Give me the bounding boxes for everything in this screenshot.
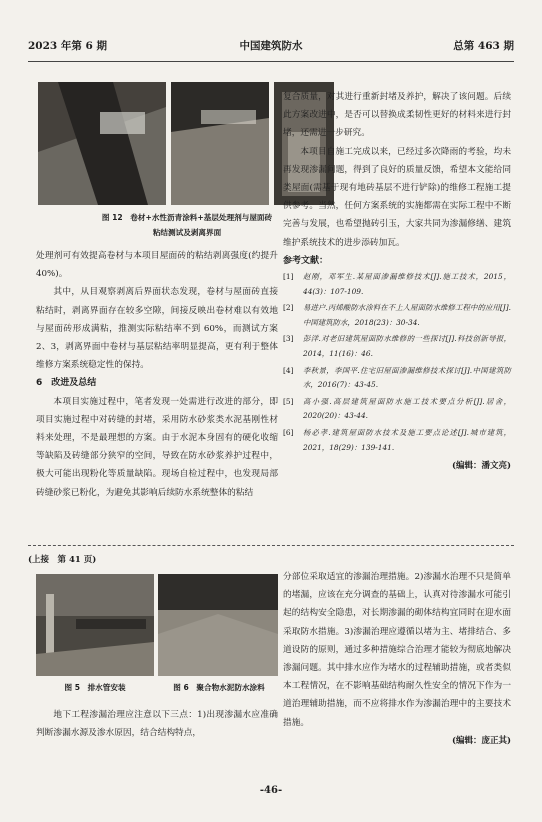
left-paragraph-2: 其中，从目观察剥离后界面状态发现，卷材与屋面砖直接粘结时，剥离界面存在较多空隙，间接反映出卷材难以有效地与屋面砖形成满粘，推测实际粘结率不到 60%，而测试方案 2、3，剥离界面中卷材与基层粘结率明显提高，更有利于整体维修方案系统稳定性的保持。 — [36, 287, 278, 371]
right-paragraph-2: 本项目自施工完成以来，已经过多次降雨的考验，均未再发现渗漏问题，得到了良好的质量反馈，希望本文能给同类屋面(需基于现有地砖基层不进行铲除)的维修工程施工提供参考。当然，任何方案系统的实施都需在实际工程中不断完善与发展，也希望抛砖引玉，大家共同为渗漏修缮、建筑维护系统技术的进步添砖加瓦。 — [283, 146, 511, 248]
fig12-caption-line1: 图 12 卷材+水性沥青涂料+基层处理剂与屋面砖 — [101, 213, 273, 222]
editor-credit-top: (编辑：潘文亮) — [451, 461, 511, 472]
reference-item — [283, 395, 511, 424]
article-divider — [28, 545, 514, 546]
reference-text: 李秋景，李国平.住宅旧屋面渗漏维修技术探讨[J].中国建筑防水，2016(7)：43-45. — [303, 365, 511, 390]
reference-text: 高小强.高层建筑屋面防水施工技术要点分析[J].居舍，2020(20)：43-44. — [303, 396, 511, 421]
editor-credit-bottom: (编辑：庞正其) — [451, 735, 511, 746]
reference-item — [283, 270, 511, 299]
reference-number: [1] — [283, 272, 294, 282]
bottom-right-column — [283, 568, 511, 750]
fig12-caption-line2: 粘结测试及剥离界面 — [152, 228, 222, 237]
reference-item — [283, 301, 511, 330]
issue-label: 2023 年第 6 期 — [28, 40, 107, 52]
reference-text: 赵刚，邓军生.某屋面渗漏维修技术[J].施工技术，2015，44(3)：107-109. — [303, 272, 511, 296]
fig12-photo-left — [38, 82, 166, 205]
reference-text: 易进户.丙烯酸防水涂料在不上人屋面防水维修工程中的应用[J].中国建筑防水，2018(23)：30-34. — [303, 303, 511, 327]
reference-item — [283, 426, 511, 455]
references-title: 参考文献： — [283, 255, 329, 266]
running-header — [28, 38, 514, 58]
continued-from-label: (上接 第 41 页) — [28, 555, 97, 565]
reference-number: [4] — [283, 365, 294, 375]
section-heading: 6 改进及总结 — [36, 378, 97, 389]
left-paragraph-3: 本项目实施过程中，笔者发现一处需进行改进的部分，即项目实施过程中对砖缝的封堵，采用防水砂浆类水泥基刚性材料来处理，不是最理想的方案。由于水泥本身固有的硬化收缩等缺陷及砖缝部分狭窄的空间，导致在防水砂浆养护过程中，极大可能出现粉化等质量缺陷。现场自检过程中，也发现局部砖缝砂浆已粉化，为避免其影响后续防水系统整体的粘结 — [36, 396, 278, 498]
reference-number: [3] — [283, 334, 294, 344]
reference-number: [2] — [283, 303, 294, 313]
reference-item — [283, 332, 511, 361]
bottom-left-column — [36, 706, 278, 742]
left-paragraph-1: 处理剂可有效提高卷材与本项目屋面砖的粘结剥离强度(约提升 40%)。 — [36, 251, 278, 280]
total-issue-label: 总第 463 期 — [453, 40, 514, 52]
fig5-caption: 图 5 排水管安装 — [64, 683, 126, 692]
fig6-caption: 图 6 聚合物水泥防水涂料 — [173, 683, 265, 692]
left-column — [36, 247, 278, 502]
fig12-photo-middle — [171, 82, 269, 205]
header-rule — [28, 61, 514, 62]
fig6-photo — [158, 574, 278, 676]
reference-item — [283, 364, 511, 393]
page-number: -46- — [259, 785, 283, 796]
bottom-left-paragraph: 地下工程渗漏治理应注意以下三点：1)出现渗漏水应准确判断渗漏水源及渗水原因，结合结构特点， — [36, 710, 278, 739]
bottom-right-paragraph: 分部位采取适宜的渗漏治理措施。2)渗漏水治理不只是简单的堵漏，应该在充分调查的基础上，认真对待渗漏水可能引起的结构安全隐患，对长期渗漏的砌体结构宜同时在迎水面采取防水措施。3)渗漏治理应遵循以堵为主、堵排结合、多道设防的原则，通过多种措施综合治理才能较为彻底地解决渗漏问题。其中排水应作为堵水的过程辅助措施，或者类似本工程情况，在不影响基础结构耐久性安全的情况下作为一道治理辅助措施，而不应将排水作为渗漏治理中的主要技术措施。 — [283, 572, 511, 728]
reference-number: [5] — [283, 396, 294, 406]
right-paragraph-1: 复合质量，对其进行重新封堵及养护，解决了该问题。后续此方案改进中，是否可以替换成柔韧性更好的材料来进行封堵，还需进一步研究。 — [283, 92, 511, 139]
reference-number: [6] — [283, 427, 294, 437]
fig5-photo — [36, 574, 154, 676]
right-column — [283, 88, 511, 475]
reference-text: 彭洋.对老旧建筑屋面防水维修的一些探讨[J].科技创新导报，2014，11(16)：46. — [303, 334, 511, 358]
reference-text: 杨必孝.建筑屋面防水技术及施工要点论述[J].城市建筑，2021，18(29)：139-141. — [303, 427, 511, 452]
references-list — [283, 270, 511, 455]
journal-title: 中国建筑防水 — [239, 40, 303, 52]
